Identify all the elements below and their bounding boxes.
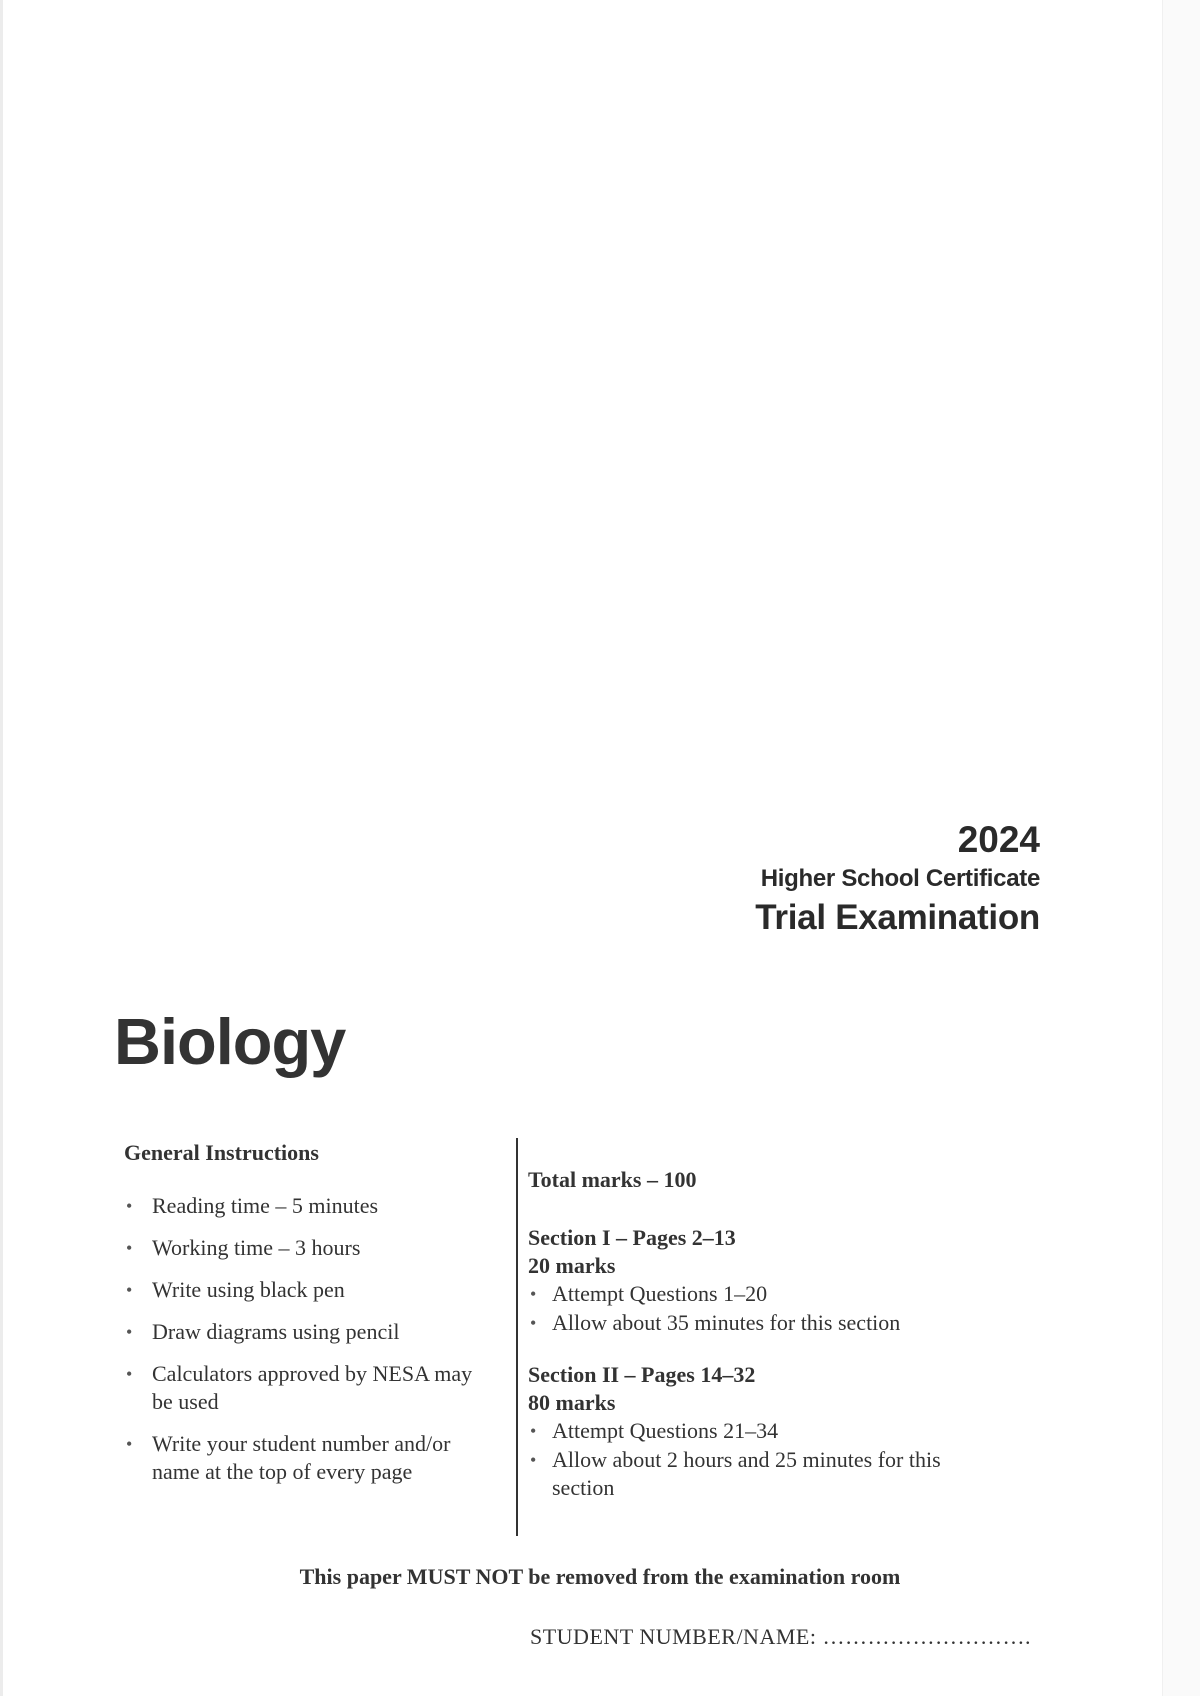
section-items [528, 1280, 1008, 1337]
general-instructions [124, 1140, 494, 1500]
bullet-icon: • [530, 1313, 537, 1333]
section-item-text: Allow about 35 minutes for this section [552, 1310, 901, 1335]
exam-type: Trial Examination [755, 898, 1040, 937]
section-one [528, 1224, 1008, 1337]
scan-edge-left [0, 0, 3, 1696]
student-number-field[interactable]: STUDENT NUMBER/NAME: ………………………. [530, 1624, 1031, 1649]
instruction-text: Reading time – 5 minutes [152, 1193, 379, 1218]
total-marks: Total marks – 100 [528, 1167, 697, 1192]
section-title: Section I – Pages 2–13 [528, 1225, 736, 1250]
bullet-icon: • [530, 1284, 537, 1304]
removal-notice: This paper MUST NOT be removed from the examination room [299, 1564, 901, 1589]
instruction-text: Calculators approved by NESA may be used [152, 1361, 473, 1414]
subject-title: Biology [114, 1005, 346, 1078]
instruction-item [124, 1276, 494, 1304]
section-item [528, 1417, 1008, 1445]
bullet-icon: • [126, 1238, 133, 1258]
bullet-icon: • [126, 1280, 133, 1300]
section-item-text: Allow about 2 hours and 25 minutes for this section [552, 1447, 941, 1500]
section-two [528, 1361, 1008, 1502]
instructions-list [124, 1192, 494, 1486]
instruction-item [124, 1318, 494, 1346]
certificate-name: Higher School Certificate [760, 865, 1040, 892]
instructions-heading: General Instructions [124, 1140, 319, 1165]
section-item [528, 1280, 1008, 1308]
marks-summary [528, 1166, 1008, 1526]
instruction-item [124, 1430, 494, 1486]
instruction-text: Write your student number and/or name at the top of every page [152, 1431, 451, 1484]
section-items [528, 1417, 1008, 1502]
scan-edge-right [1162, 0, 1200, 1696]
exam-header [755, 818, 1040, 940]
section-item [528, 1446, 1008, 1502]
section-marks: 80 marks [528, 1390, 616, 1415]
instruction-item [124, 1360, 494, 1416]
bullet-icon: • [530, 1421, 537, 1441]
instruction-text: Draw diagrams using pencil [152, 1319, 400, 1344]
column-divider [516, 1138, 518, 1536]
instruction-text: Working time – 3 hours [152, 1235, 361, 1260]
exam-year: 2024 [957, 819, 1040, 860]
instruction-text: Write using black pen [152, 1277, 345, 1302]
bullet-icon: • [126, 1196, 133, 1216]
section-title: Section II – Pages 14–32 [528, 1362, 756, 1387]
section-marks: 20 marks [528, 1253, 616, 1278]
section-item [528, 1309, 1008, 1337]
section-item-text: Attempt Questions 1–20 [552, 1281, 768, 1306]
section-item-text: Attempt Questions 21–34 [552, 1418, 779, 1443]
bullet-icon: • [126, 1364, 133, 1384]
instruction-item [124, 1234, 494, 1262]
bullet-icon: • [126, 1434, 133, 1454]
bullet-icon: • [530, 1450, 537, 1470]
bullet-icon: • [126, 1322, 133, 1342]
instruction-item [124, 1192, 494, 1220]
